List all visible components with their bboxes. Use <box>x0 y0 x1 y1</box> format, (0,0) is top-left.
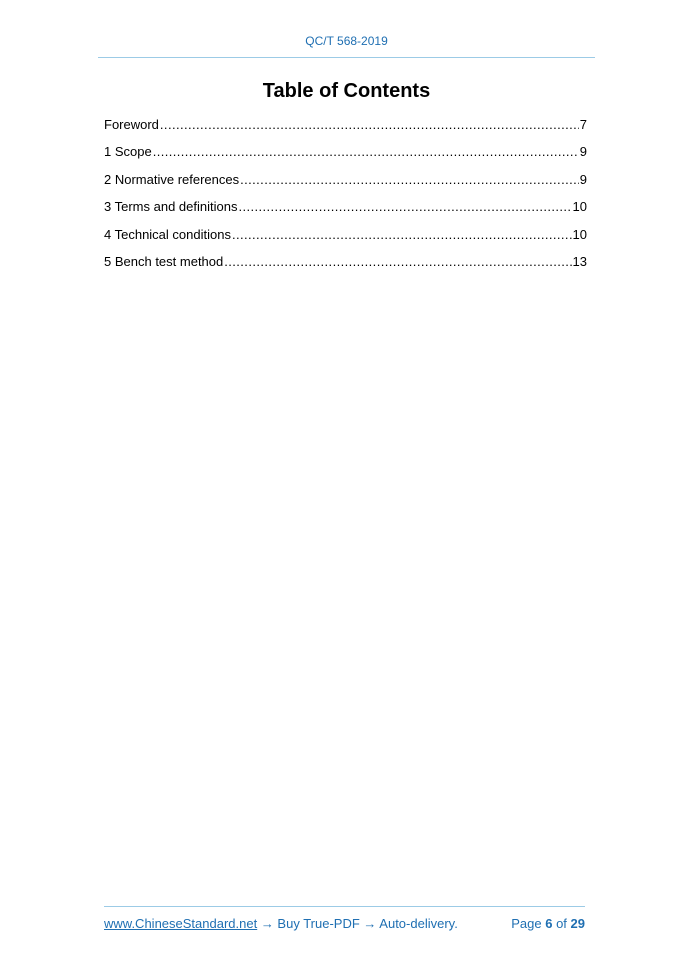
toc-entry-page: 9 <box>579 171 587 187</box>
toc-entry-label: 5 Bench test method <box>104 253 224 269</box>
page-prefix: Page <box>511 916 542 931</box>
toc-entry-page: 10 <box>572 199 587 215</box>
toc-title: Table of Contents <box>262 80 431 102</box>
toc-entry-label: 1 Scope <box>104 144 152 160</box>
toc-entry-bench-test-method[interactable] <box>104 254 587 281</box>
promo-text: → Buy True-PDF → Auto-delivery. <box>257 916 458 931</box>
toc-entry-scope[interactable] <box>104 144 587 171</box>
toc-entry-label: 3 Terms and definitions <box>104 199 238 215</box>
header-divider <box>98 57 595 58</box>
footer-divider <box>104 906 585 907</box>
toc-entry-label: 4 Technical conditions <box>104 226 231 242</box>
toc-dot-leader <box>224 254 571 270</box>
toc-entry-label: 2 Normative references <box>104 171 240 187</box>
page-footer <box>104 916 585 931</box>
toc-entry-page: 13 <box>572 253 587 269</box>
page-total: 29 <box>570 916 585 931</box>
toc-entry-normative-references[interactable] <box>104 172 587 199</box>
site-link[interactable]: www.ChineseStandard.net <box>104 916 258 931</box>
toc-entry-label: Foreword <box>104 117 159 132</box>
toc-dot-leader <box>232 227 572 243</box>
toc-entry-terms-and-definitions[interactable] <box>104 199 587 226</box>
toc-entry-technical-conditions[interactable] <box>104 227 587 254</box>
toc-dot-leader <box>153 144 579 160</box>
toc-entry-foreword[interactable] <box>104 117 587 144</box>
toc-entry-page: 7 <box>579 117 587 132</box>
toc-dot-leader <box>238 199 571 215</box>
page-of: of <box>556 916 567 931</box>
toc-entry-page: 9 <box>579 144 587 160</box>
toc-list <box>104 117 587 281</box>
page-indicator <box>511 916 585 931</box>
toc-entry-page: 10 <box>572 226 587 242</box>
toc-dot-leader <box>240 172 579 188</box>
standard-code-header: QC/T 568-2019 <box>305 34 388 48</box>
page-current: 6 <box>545 916 553 931</box>
toc-dot-leader <box>160 117 579 133</box>
footer-promo <box>104 916 458 931</box>
